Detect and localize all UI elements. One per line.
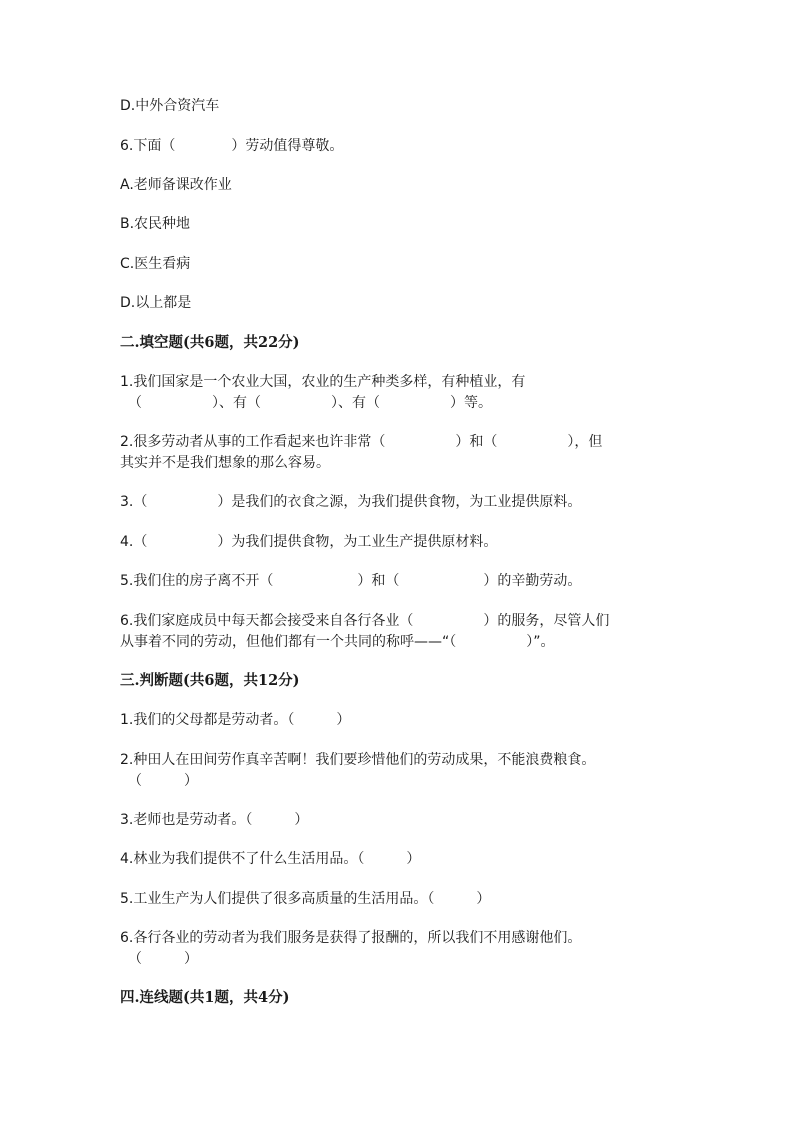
judge-q4: 4.林业为我们提供不了什么生活用品。（ ） bbox=[120, 851, 421, 867]
q5-option-d: D.中外合资汽车 bbox=[120, 98, 220, 114]
q6-option-a: A.老师备课改作业 bbox=[120, 177, 232, 193]
q6-stem: 6.下面（ ）劳动值得尊敬。 bbox=[120, 138, 344, 154]
judge-q5: 5.工业生产为人们提供了很多高质量的生活用品。（ ） bbox=[120, 891, 491, 907]
q6-option-b: B.农民种地 bbox=[120, 216, 191, 232]
fill-q1-line2: （ ）、有（ ）、有（ ）等。 bbox=[128, 395, 492, 411]
judge-q6-line2: （ ） bbox=[128, 951, 198, 967]
judge-q3: 3.老师也是劳动者。（ ） bbox=[120, 812, 309, 828]
q6-option-d: D.以上都是 bbox=[120, 295, 192, 311]
fill-q2-line1: 2.很多劳动者从事的工作看起来也许非常（ ）和（ ），但 bbox=[120, 434, 603, 450]
judge-q1: 1.我们的父母都是劳动者。（ ） bbox=[120, 712, 351, 728]
judge-q2-line2: （ ） bbox=[128, 773, 198, 789]
section-heading-matching: 四.连线题(共1题，共4分) bbox=[120, 989, 290, 1006]
section-heading-judgment: 三.判断题(共6题，共12分) bbox=[120, 672, 300, 689]
q6-option-c: C.医生看病 bbox=[120, 256, 191, 272]
section-heading-fill-blank: 二.填空题(共6题，共22分) bbox=[120, 334, 300, 351]
judge-q6-line1: 6.各行各业的劳动者为我们服务是获得了报酬的，所以我们不用感谢他们。 bbox=[120, 930, 582, 946]
judge-q2-line1: 2.种田人在田间劳作真辛苦啊！我们要珍惜他们的劳动成果，不能浪费粮食。 bbox=[120, 752, 596, 768]
fill-q2-line2: 其实并不是我们想象的那么容易。 bbox=[120, 455, 330, 471]
fill-q6-line2: 从事着不同的劳动，但他们都有一个共同的称呼——“（ ）”。 bbox=[120, 634, 555, 650]
fill-q3: 3.（ ）是我们的衣食之源，为我们提供食物，为工业提供原料。 bbox=[120, 494, 582, 510]
fill-q5: 5.我们住的房子离不开（ ）和（ ）的辛勤劳动。 bbox=[120, 573, 582, 589]
fill-q1-line1: 1.我们国家是一个农业大国，农业的生产种类多样，有种植业，有 bbox=[120, 374, 526, 390]
fill-q4: 4.（ ）为我们提供食物，为工业生产提供原材料。 bbox=[120, 534, 498, 550]
fill-q6-line1: 6.我们家庭成员中每天都会接受来自各行各业（ ）的服务，尽管人们 bbox=[120, 613, 610, 629]
